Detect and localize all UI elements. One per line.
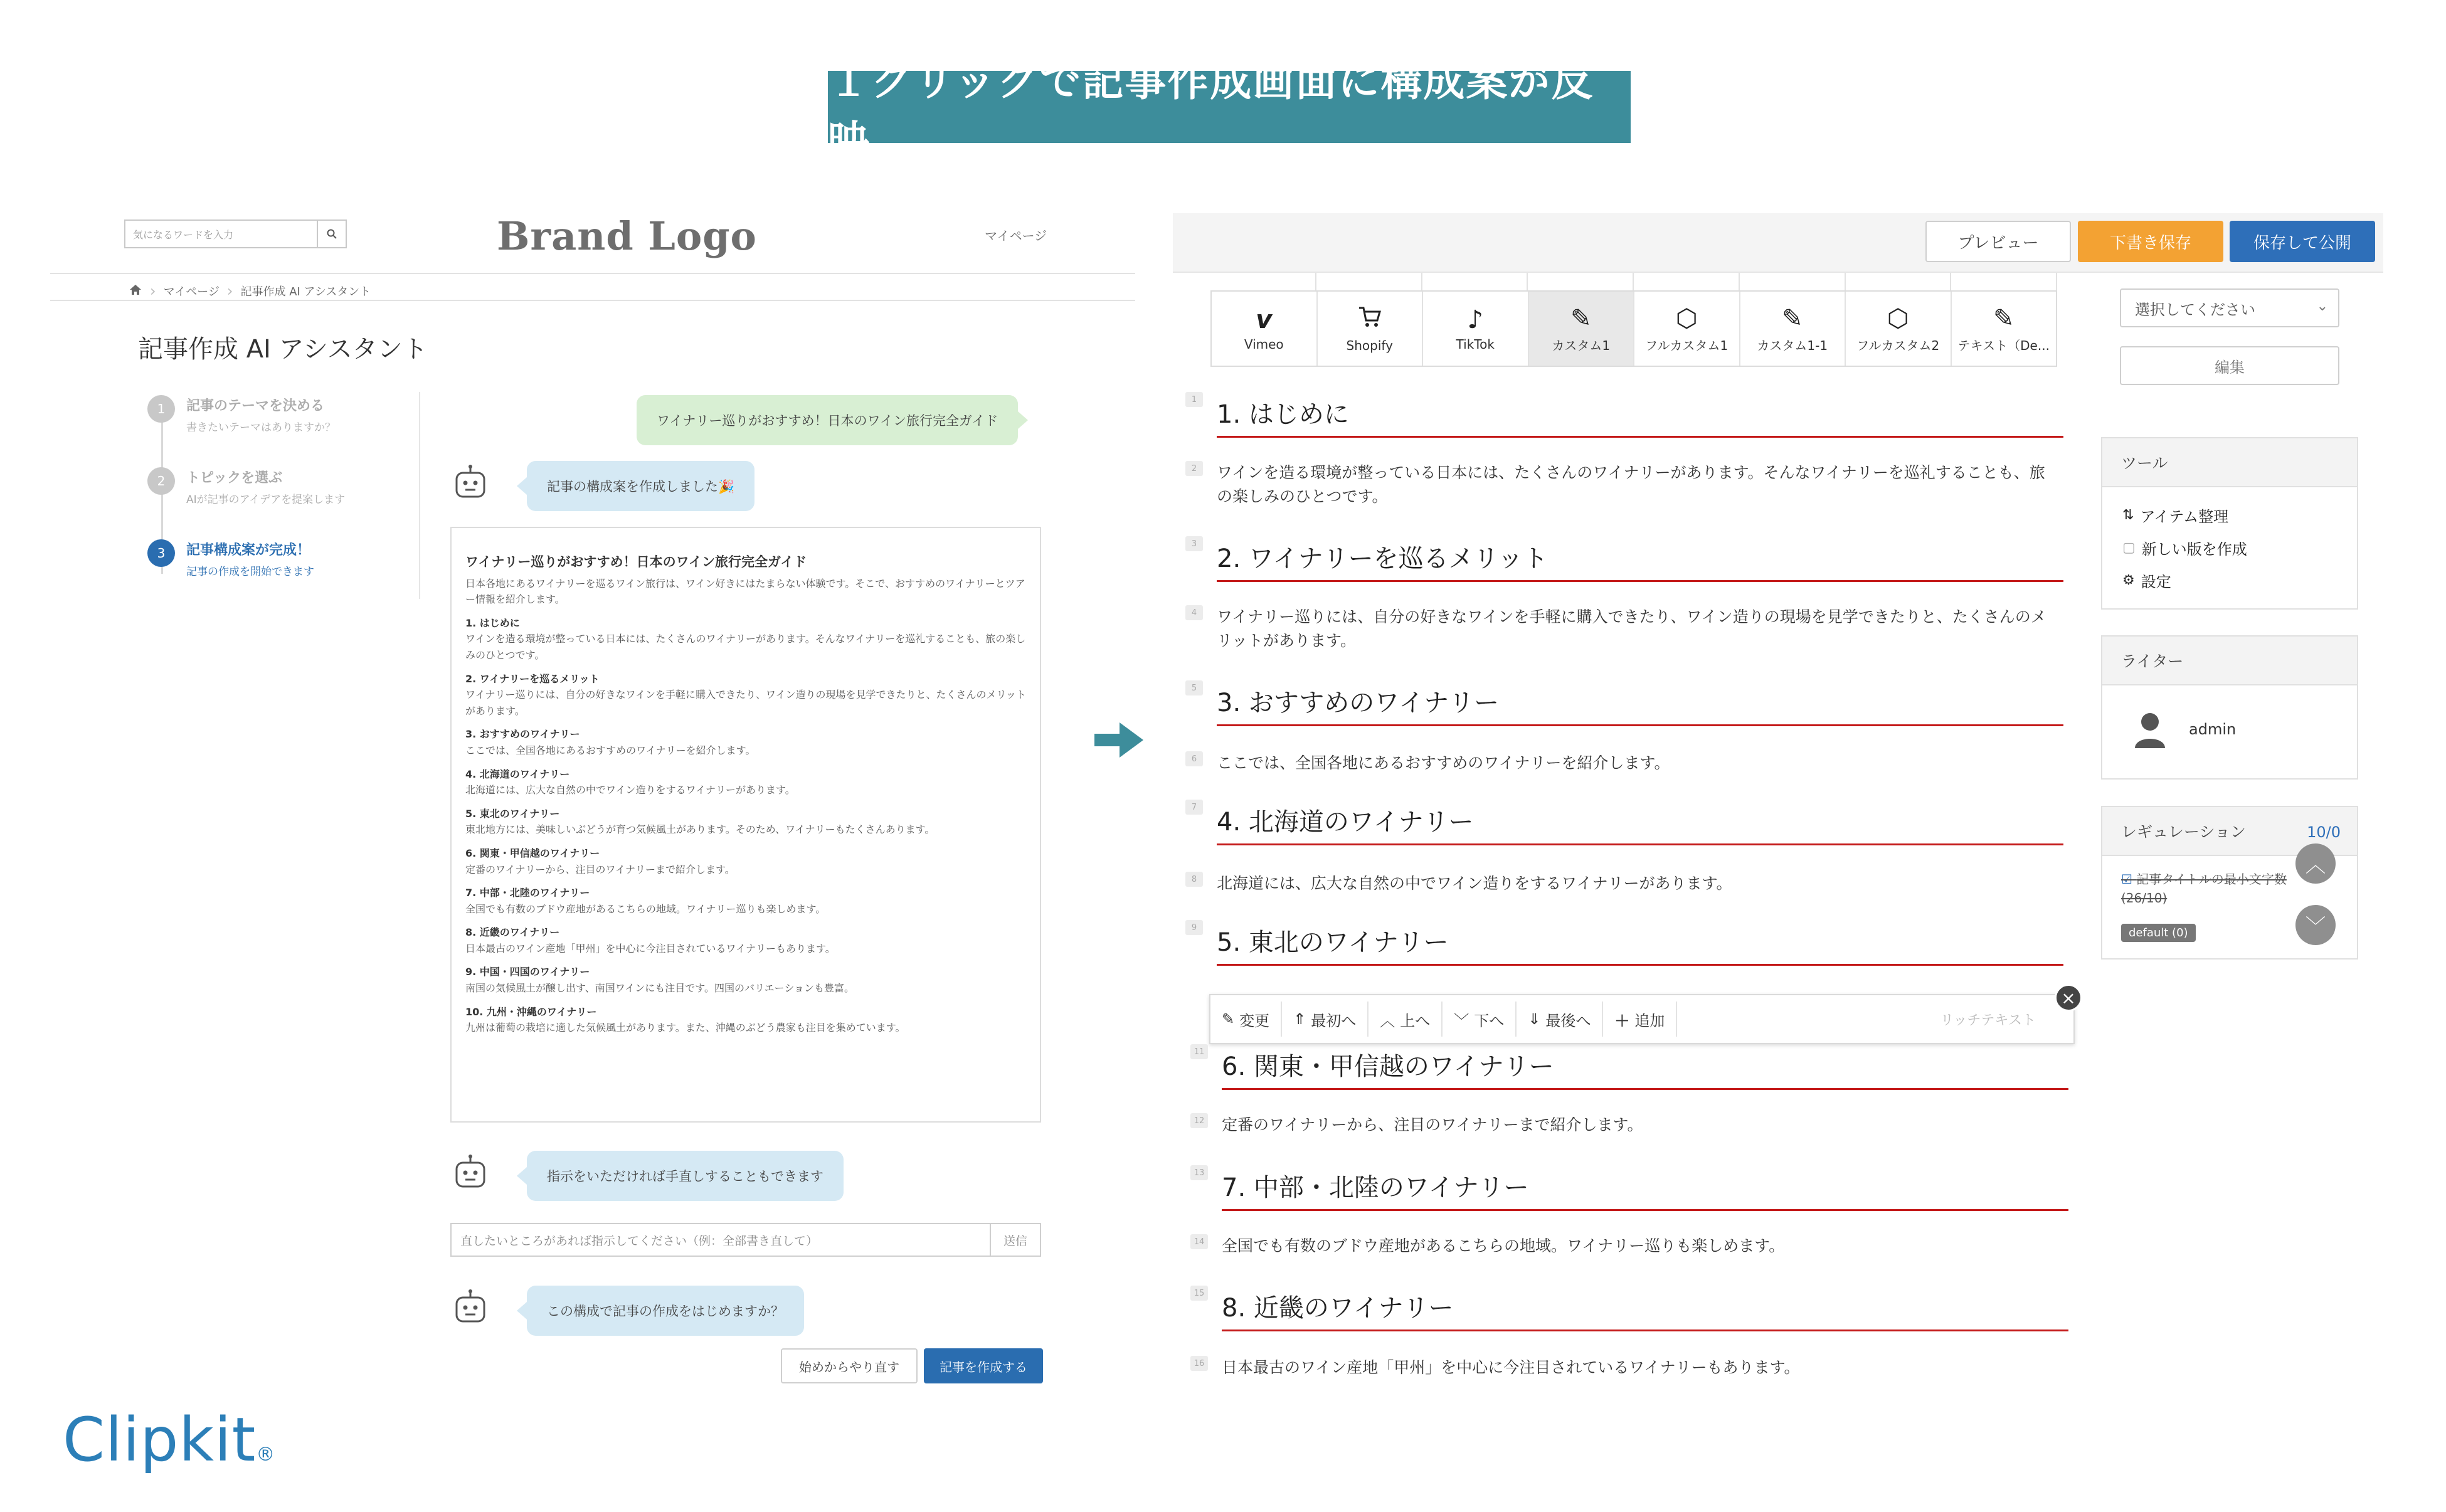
arrow-right-icon (1094, 721, 1145, 759)
tool-label: Vimeo (1244, 337, 1284, 352)
writer-name[interactable]: admin (2189, 721, 2237, 738)
tool-label: カスタム1-1 (1757, 337, 1828, 353)
clipkit-logo (63, 1405, 275, 1475)
outline-section-text: 日本最古のワイン産地「甲州」を中心に今注目されているワイナリーもあります。 (465, 942, 835, 954)
registered-icon: ® (256, 1444, 276, 1466)
move-down-label: 下へ (1474, 1012, 1505, 1030)
add-block-button[interactable] (1603, 1002, 1677, 1037)
block-number: 12 (1190, 1113, 1208, 1128)
gear-icon: ⚙ (2122, 572, 2135, 588)
block-number: 7 (1185, 800, 1203, 815)
block-number: 6 (1185, 751, 1203, 766)
outline-section (465, 806, 1026, 838)
outline-section-heading: 3. おすすめのワイナリー (465, 728, 580, 741)
outline-section-heading: 4. 北海道のワイナリー (465, 768, 570, 780)
create-article-button[interactable]: 記事を作成する (924, 1348, 1043, 1383)
breadcrumb-divider (50, 300, 1135, 301)
double-chevron-up-icon: ⇑ (1293, 1010, 1306, 1028)
headline-banner: １クリックで記事作成画面に構成案が反映 (828, 71, 1631, 143)
save-publish-button[interactable]: 保存して公開 (2230, 221, 2375, 262)
block-toolbar (1209, 987, 2076, 1044)
edit-button[interactable]: 編集 (2120, 346, 2339, 385)
block-paragraph[interactable]: 全国でも有数のブドウ産地があるこちらの地域。ワイナリー巡りも楽しめます。 (1222, 1237, 1785, 1255)
tool-fullcustom2[interactable] (1846, 292, 1952, 366)
block-heading[interactable]: 6. 関東・甲信越のワイナリー (1222, 1052, 1554, 1081)
tool-label: TikTok (1456, 337, 1495, 352)
outline-section-text: ここでは、全国各地にあるおすすめのワイナリーを紹介します。 (465, 744, 756, 756)
tool-vimeo[interactable] (1212, 292, 1318, 366)
block-number: 16 (1190, 1356, 1208, 1371)
block-number: 4 (1185, 605, 1203, 620)
article-editor-screen (1173, 213, 2383, 1417)
send-button[interactable]: 送信 (990, 1224, 1040, 1256)
bot-message-bubble: 記事の構成案を作成しました🎉 (527, 461, 754, 511)
heading-underline (1217, 580, 2063, 582)
block-tool-palette (1210, 292, 2057, 367)
pencil-icon: ✎ (1993, 304, 2015, 333)
outline-section (465, 845, 1026, 877)
tool-text[interactable] (1952, 292, 2057, 366)
tool-label: カスタム1 (1552, 337, 1611, 353)
outline-section-heading: 5. 東北のワイナリー (465, 807, 560, 820)
pencil-icon: ✎ (1222, 1010, 1235, 1028)
outline-section-text: ワインを造る環境が整っている日本には、たくさんのワイナリーがあります。そんなワイナリーを巡礼することも、旅の楽しみのひとつです。 (465, 633, 1026, 661)
step-desc: 書きたいテーマはありますか？ (186, 421, 336, 434)
pencil-icon: ✎ (1781, 304, 1803, 333)
regulation-panel-title: レギュレーション (2102, 807, 2357, 856)
robot-icon (452, 1289, 489, 1326)
block-number: 3 (1185, 536, 1203, 551)
tool-custom1[interactable] (1529, 292, 1635, 366)
step-desc: AIが記事のアイデアを提案します (186, 494, 346, 506)
move-first-label: 最初へ (1311, 1012, 1357, 1030)
block-heading[interactable]: 5. 東北のワイナリー (1217, 928, 1449, 957)
block-paragraph[interactable]: ここでは、全国各地にあるおすすめのワイナリーを紹介します。 (1217, 754, 1670, 772)
new-version-label: 新しい版を作成 (2141, 540, 2247, 558)
step-desc: 記事の作成を開始できます (186, 566, 314, 578)
new-version-link[interactable] (2102, 531, 2357, 564)
cart-icon (1357, 304, 1382, 336)
status-select[interactable] (2120, 288, 2339, 327)
block-number: 14 (1190, 1234, 1208, 1249)
outline-section (465, 885, 1026, 917)
breadcrumb-separator: › (226, 282, 233, 300)
outline-section-text: 北海道には、広大な自然の中でワイン造りをするワイナリーがあります。 (465, 784, 795, 796)
move-up-label: 上へ (1400, 1012, 1431, 1030)
breadcrumb-mypage[interactable]: マイページ (163, 285, 220, 299)
chevron-up-icon: ︿ (2305, 853, 2326, 877)
outline-section (465, 1004, 1026, 1036)
settings-link[interactable] (2102, 564, 2357, 596)
outline-section-heading: 9. 中国・四国のワイナリー (465, 966, 590, 978)
cube-icon: ⬡ (1675, 304, 1698, 333)
ai-assistant-screen (50, 207, 1135, 1398)
step-3 (147, 539, 314, 578)
document-icon: ▢ (2122, 539, 2136, 556)
heading-underline (1217, 843, 2063, 845)
restart-button[interactable]: 始めからやり直す (781, 1348, 918, 1383)
chevron-down-icon: ﹀ (1454, 1012, 1469, 1030)
step-number: 3 (147, 539, 175, 567)
tool-tiktok[interactable] (1423, 292, 1529, 366)
tool-shopify[interactable] (1318, 292, 1424, 366)
block-paragraph[interactable]: 日本最古のワイン産地「甲州」を中心に今注目されているワイナリーもあります。 (1222, 1358, 1800, 1377)
block-heading[interactable]: 4. 北海道のワイナリー (1217, 808, 1474, 837)
tools-panel (2101, 437, 2358, 610)
breadcrumb (129, 276, 371, 306)
checkbox-checked-icon: ☑ (2121, 872, 2132, 887)
chevron-down-icon: ﹀ (2305, 914, 2326, 938)
change-button[interactable] (1210, 1002, 1282, 1037)
richtext-label: リッチテキスト (1940, 1012, 2036, 1028)
brand-logo[interactable]: Brand Logo (497, 213, 757, 259)
tool-label: テキスト（De... (1957, 337, 2050, 353)
scroll-up-button[interactable] (2295, 843, 2336, 884)
vimeo-icon: v (1256, 305, 1273, 334)
sort-icon: ⇅ (2122, 507, 2134, 523)
move-last-button[interactable] (1517, 1002, 1603, 1037)
step-1 (147, 395, 336, 434)
page-title: 記事作成 AI アシスタント (138, 335, 428, 364)
outline-section (465, 671, 1026, 719)
tool-label: フルカスタム2 (1856, 337, 1940, 353)
search-placeholder: 気になるワードを入力 (133, 228, 234, 241)
heading-underline (1222, 1209, 2068, 1211)
pencil-icon: ✎ (1570, 304, 1592, 333)
step-title: 記事構成案が完成！ (186, 542, 311, 558)
tool-custom1-1[interactable] (1740, 292, 1846, 366)
block-paragraph[interactable]: 定番のワイナリーから、注目のワイナリーまで紹介します。 (1222, 1116, 1643, 1134)
heading-underline (1222, 1330, 2068, 1331)
outline-section-text: 全国でも有数のブドウ産地があるこちらの地域。ワイナリー巡りも楽しめます。 (465, 902, 826, 915)
block-number: 13 (1190, 1165, 1208, 1180)
outline-section (465, 766, 1026, 798)
outline-section-heading: 6. 関東・甲信越のワイナリー (465, 847, 600, 859)
tool-row-partial (1210, 273, 2057, 292)
outline-section (465, 615, 1026, 663)
block-paragraph[interactable]: ワインを造る環境が整っている日本には、たくさんのワイナリーがあります。そんなワイナリーを巡礼することも、旅の楽しみのひとつです。 (1217, 463, 2045, 505)
home-icon[interactable] (129, 283, 142, 299)
breadcrumb-separator: › (150, 282, 156, 300)
outline-box (450, 527, 1041, 1123)
search-icon[interactable] (317, 221, 346, 247)
block-heading[interactable]: 3. おすすめのワイナリー (1217, 689, 1500, 717)
heading-underline (1217, 964, 2063, 966)
search-box[interactable] (124, 219, 347, 248)
header-divider (50, 273, 1135, 274)
cube-icon: ⬡ (1887, 304, 1909, 333)
heading-underline (1217, 436, 2063, 438)
bot-message-bubble: この構成で記事の作成をはじめますか？ (527, 1286, 804, 1336)
heading-underline (1217, 724, 2063, 726)
block-heading[interactable]: 1. はじめに (1217, 400, 1349, 429)
save-draft-button[interactable]: 下書き保存 (2078, 221, 2223, 262)
writer-panel-title: ライター (2102, 637, 2357, 685)
organize-items-label: アイテム整理 (2140, 507, 2229, 526)
tools-panel-title: ツール (2102, 438, 2357, 487)
step-number: 1 (147, 395, 175, 423)
tool-label: フルカスタム1 (1645, 337, 1729, 353)
outline-section-heading: 2. ワイナリーを巡るメリット (465, 672, 600, 685)
block-heading[interactable]: 2. ワイナリーを巡るメリット (1217, 544, 1549, 573)
change-label: 変更 (1239, 1012, 1270, 1030)
chevron-up-icon: ︿ (1380, 1012, 1395, 1030)
outline-section-heading: 10. 九州・沖縄のワイナリー (465, 1005, 597, 1018)
outline-section (465, 924, 1026, 956)
move-first-button[interactable] (1282, 1002, 1369, 1037)
block-number: 8 (1185, 872, 1203, 887)
step-number: 2 (147, 467, 175, 495)
regulation-count: 10/0 (2307, 823, 2341, 841)
select-value: 選択してください (2135, 300, 2255, 319)
tool-fullcustom1[interactable] (1634, 292, 1740, 366)
user-message-bubble: ワイナリー巡りがおすすめ！日本のワイン旅行完全ガイド (637, 395, 1018, 445)
block-number: 15 (1190, 1286, 1208, 1301)
outline-section-heading: 8. 近畿のワイナリー (465, 926, 560, 939)
breadcrumb-current: 記事作成 AI アシスタント (240, 285, 371, 299)
preview-button[interactable]: プレビュー (1925, 221, 2071, 262)
scroll-down-button[interactable] (2295, 905, 2336, 945)
chevron-down-icon: ⌄ (2316, 299, 2328, 314)
block-paragraph[interactable]: ワイナリー巡りには、自分の好きなワインを手軽に購入できたり、ワイン造りの現場を見学できたりと、たくさんのメリットがあります。 (1217, 608, 2046, 650)
regulation-item: 記事タイトルの最小文字数 (2136, 872, 2287, 887)
move-up-button[interactable] (1369, 1002, 1443, 1037)
clipkit-logo-text: Clipkit (63, 1405, 257, 1475)
move-down-button[interactable] (1443, 1002, 1517, 1037)
block-number: 9 (1185, 920, 1203, 935)
outline-section-text: 定番のワイナリーから、注目のワイナリーまで紹介します。 (465, 863, 735, 875)
outline-section-text: 南国の気候風土が醸し出す、南国ワインにも注目です。四国のバリエーションも豊富。 (465, 982, 855, 995)
step-2 (147, 467, 345, 506)
regulation-value: (26/10) (2121, 891, 2168, 906)
block-number: 1 (1185, 392, 1203, 407)
site-header (50, 207, 1135, 276)
outline-title: ワイナリー巡りがおすすめ！日本のワイン旅行完全ガイド (465, 554, 807, 569)
robot-icon (452, 464, 489, 502)
block-number: 2 (1185, 461, 1203, 476)
outline-section-heading: 1. はじめに (465, 616, 520, 629)
bot-message-bubble: 指示をいただければ手直しすることもできます (527, 1151, 844, 1201)
block-paragraph[interactable]: 北海道には、広大な自然の中でワイン造りをするワイナリーがあります。 (1217, 874, 1732, 892)
robot-icon (452, 1154, 489, 1192)
outline-section (465, 726, 1026, 758)
revise-input[interactable] (450, 1223, 1041, 1257)
mypage-link[interactable]: マイページ (985, 228, 1047, 243)
writer-panel (2101, 635, 2358, 780)
default-badge: default (0) (2121, 924, 2196, 942)
tool-label: Shopify (1346, 338, 1393, 353)
step-title: 記事のテーマを決める (186, 398, 325, 414)
avatar (2132, 709, 2168, 749)
outline-intro: 日本各地にあるワイナリーを巡るワイン旅行は、ワイン好きにはたまらない体験です。そこで、おすすめのワイナリーとツアー情報を紹介します。 (465, 577, 1025, 606)
revise-placeholder: 直したいところがあれば指示してください（例：全部書き直して） (460, 1234, 818, 1248)
outline-section (465, 964, 1026, 996)
block-number: 11 (1190, 1044, 1208, 1059)
step-title: トピックを選ぶ (186, 470, 283, 486)
steps-divider (419, 392, 420, 599)
editor-topbar (1173, 213, 2383, 273)
double-chevron-down-icon: ⇓ (1528, 1010, 1541, 1028)
organize-items-link[interactable] (2102, 499, 2357, 531)
block-heading[interactable]: 8. 近畿のワイナリー (1222, 1294, 1454, 1323)
outline-section-heading: 7. 中部・北陸のワイナリー (465, 887, 590, 899)
close-icon[interactable]: × (2055, 984, 2082, 1012)
add-label: 追加 (1634, 1012, 1665, 1030)
settings-label: 設定 (2141, 573, 2171, 591)
move-last-label: 最後へ (1545, 1012, 1591, 1030)
heading-underline (1222, 1088, 2068, 1090)
block-heading[interactable]: 7. 中部・北陸のワイナリー (1222, 1173, 1529, 1202)
block-number: 5 (1185, 680, 1203, 695)
plus-icon: ＋ (1614, 1012, 1630, 1030)
outline-section-text: ワイナリー巡りには、自分の好きなワインを手軽に購入できたり、ワイン造りの現場を見学できたりと、たくさんのメリットがあります。 (465, 689, 1026, 717)
tiktok-icon: ♪ (1467, 305, 1484, 334)
outline-section-text: 九州は葡萄の栽培に適した気候風土があります。また、沖縄のぶどう農家も注目を集めています。 (465, 1022, 906, 1034)
outline-section-text: 東北地方には、美味しいぶどうが育つ気候風土があります。そのため、ワイナリーもたくさんあります。 (465, 823, 935, 836)
